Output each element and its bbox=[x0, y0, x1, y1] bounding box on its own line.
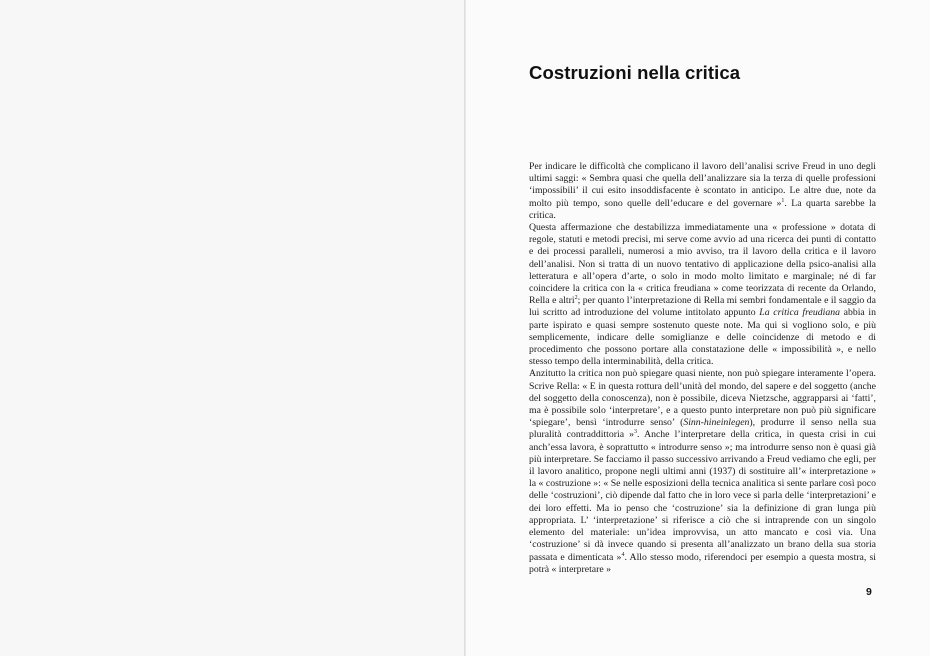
text-run: Anzitutto la critica non può spiegare quasi niente, non può spiegare interamente l’opera. Scrive Rella: « E in questa rottura dell’unità del mondo, del sapere e del soggetto (anche del soggetto della conoscenza), non è possibile, diceva Nietzsche, aggrapparsi ai ‘fatti’, ma è possibile solo ‘interpretare’, e a questo punto interpretare non può più significare ‘spiegare’, bensì ‘introdurre senso’ ( bbox=[529, 368, 876, 429]
footnote-ref: 4 bbox=[621, 551, 625, 558]
page-number: 9 bbox=[866, 586, 872, 598]
footnote-ref: 1 bbox=[781, 197, 785, 204]
body-text bbox=[529, 161, 876, 576]
text-run: . La quarta sarebbe la critica. bbox=[529, 197, 876, 221]
text-run: . Anche l’interpretare della critica, in questa crisi in cui anch’essa lavora, è soprattutto « introdurre senso »; ma introdurre senso non è quasi già più interpretare. Se facciamo il passo successivo arrivando a Freud vediamo che egli, per il lavoro analitico, propone negli ultimi anni (1937) di sostituire all’« interpretazione » la « costruzione »: « Se nelle esposizioni della tecnica analitica si sente parlare così poco delle ‘costruzioni’, ciò dipende dal fatto che in loro vece si parla delle ‘interpretazioni’ e dei loro effetti. Ma io penso che ‘costruzione’ sia la definizione di gran lunga più appropriata. L’ ‘interpretazione’ si riferisce a ciò che si intraprende con un singolo elemento del materiale: un’idea improvvisa, un atto mancato e così via. Una ‘costruzione’ si dà invece quando si presenta all’analizzato un brano della sua storia passata e dimenticata » bbox=[529, 429, 876, 563]
footnote-ref: 2 bbox=[574, 295, 578, 302]
text-run: ; per quanto l’interpretazione di Rella mi sembri fondamentale e il saggio da lui scritto ad introduzione del volume intitolato appunto bbox=[529, 295, 876, 319]
text-run: Questa affermazione che destabilizza immediatamente una « professione » dotata di regole, statuti e metodi precisi, mi serve come avvio ad una ricerca dei punti di contatto e dei processi paralleli, numerosi a mio avviso, tra il lavoro della critica e il lavoro dell’analisi. Non si tratta di un nuovo tentativo di applicazione della psico-analisi alla letteratura e all’opera d’arte, o solo in modo molto limitato e marginale; né di far coincidere la critica con la « critica freudiana » come teorizzata di recente da Orlando, Rella e altri bbox=[529, 222, 876, 307]
text-run: . Allo stesso modo, riferendoci per esempio a questa mostra, si potrà « interpretare » bbox=[529, 551, 876, 575]
footnote-ref: 3 bbox=[634, 429, 638, 436]
paragraph bbox=[529, 222, 876, 368]
paragraph bbox=[529, 161, 876, 222]
text-run: ), produrre il senso nella sua pluralità contraddittoria » bbox=[529, 417, 877, 441]
italic-text: La critica freudiana bbox=[759, 307, 840, 319]
chapter-title: Costruzioni nella critica bbox=[529, 62, 741, 84]
text-run: abbia in parte ispirato e quasi sempre sostenuto queste note. Ma qui si vogliono solo, e più semplicemente, indicare delle somiglianze e delle coincidenze di metodo e di procedimento che possono portare alla constatazione delle « impossibilità », e nello stesso tempo della interminabilità, della critica. bbox=[529, 307, 876, 368]
paragraph bbox=[529, 368, 876, 575]
text-run: Per indicare le difficoltà che complicano il lavoro dell’analisi scrive Freud in uno degli ultimi saggi: « Sembra quasi che quella dell’analizzare sia la terza di quelle professioni ‘impossibili’ il cui esito insoddisfacente è scontato in anticipo. Le altre due, note da molto più tempo, sono quelle dell’educare e del governare » bbox=[529, 161, 876, 209]
italic-text: Sinn-hineinlegen bbox=[683, 417, 750, 429]
